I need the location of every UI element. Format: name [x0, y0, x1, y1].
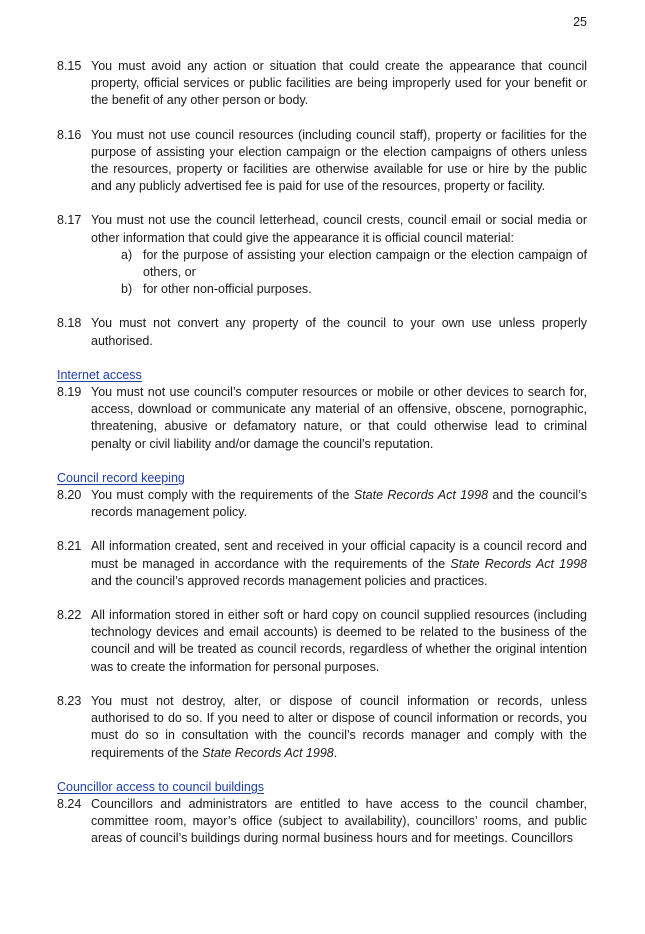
clause-8-23 — [57, 693, 587, 762]
clause-8-17 — [57, 212, 587, 298]
sub-item-text: for other non-official purposes. — [143, 282, 312, 297]
clause-text-start: You must not destroy, alter, or dispose of council information or records, unless authorised to do so. If you need to alter or dispose of council information or records, you must do so in consultation with the council’s records manager and comply with the requirements of the — [91, 693, 587, 760]
sub-item-letter: b) — [121, 282, 133, 297]
clause-number: 8.15 — [57, 59, 82, 73]
clause-text — [91, 693, 587, 762]
document-body — [57, 58, 587, 848]
clause-number: 8.20 — [57, 488, 82, 503]
clause-number: 8.21 — [57, 539, 82, 554]
clause-text-start: All information created, sent and received in your official capacity is a council record and must be managed in accordance with the requirements of the — [91, 539, 587, 571]
clause-8-16 — [57, 127, 587, 196]
clause-body — [91, 212, 587, 298]
clause-text — [91, 538, 587, 590]
heading-councillor-access: Councillor access to council buildings — [57, 779, 265, 794]
clause-8-20 — [57, 487, 587, 521]
clause-text: You must not use council resources (including council staff), property or facilities for the purpose of assisting your election campaign or the election campaigns of others unless the resources, property or facilities are otherwise available for use or hire by the public and any publicly advertised fee is paid for use of the resources, property or facility. — [91, 127, 587, 194]
sub-list — [91, 247, 587, 299]
clause-text: You must not convert any property of the council to your own use unless properly authorised. — [91, 316, 587, 348]
clause-text: You must not use the council letterhead, council crests, council email or social media or other information that could give the appearance it is official council material: — [91, 213, 587, 245]
clause-text-end: and the council’s approved records management policies and practices. — [91, 573, 488, 588]
clause-text-start: You must comply with the requirements of the — [91, 488, 354, 503]
clause-number: 8.24 — [57, 796, 82, 811]
clause-8-19 — [57, 384, 587, 453]
clause-8-24 — [57, 796, 587, 848]
clause-text: Councillors and administrators are entitled to have access to the council chamber, committee room, mayor’s office (subject to availability), councillors’ rooms, and public areas of council’s buildings during normal business hours and for meetings. Councillors — [91, 796, 587, 846]
clause-number: 8.17 — [57, 213, 82, 228]
clause-number: 8.23 — [57, 693, 82, 708]
act-name: State Records Act 1998 — [353, 488, 489, 503]
heading-council-record-keeping: Council record keeping — [57, 470, 185, 485]
clause-8-22 — [57, 607, 587, 676]
clause-8-15 — [57, 58, 587, 110]
clause-number: 8.19 — [57, 385, 82, 400]
clause-number: 8.16 — [57, 127, 82, 142]
heading-internet-access: Internet access — [57, 367, 142, 382]
clause-8-18 — [57, 315, 587, 349]
page-number: 25 — [573, 15, 587, 29]
clause-number: 8.22 — [57, 608, 82, 623]
clause-text-end: and the council’s records management policy. — [91, 488, 587, 520]
sub-item-b — [121, 281, 587, 298]
clause-8-21 — [57, 538, 587, 590]
clause-text — [91, 487, 587, 521]
sub-item-text: for the purpose of assisting your election campaign or the election campaign of others, or — [143, 247, 587, 280]
act-name: State Records Act 1998 — [450, 556, 587, 571]
clause-text: You must not use council’s computer resources or mobile or other devices to search for, access, download or communicate any material of an offensive, obscene, pornographic, threatening, abusive or defamatory nature, or that could otherwise lead to criminal penalty or civil liability and/or damage the council’s reputation. — [91, 385, 587, 451]
clause-text-end: . — [333, 745, 338, 760]
sub-item-letter: a) — [121, 247, 133, 262]
sub-item-a — [121, 247, 587, 281]
clause-text: All information stored in either soft or hard copy on council supplied resources (including technology devices and email accounts) is deemed to be related to the business of the council and will be treated as council records, regardless of whether the original intention was to create the information for personal purposes. — [91, 608, 587, 674]
clause-number: 8.18 — [57, 316, 82, 331]
clause-text: You must avoid any action or situation that could create the appearance that council property, official services or public facilities are being improperly used for your benefit or the benefit of any other person or body. — [91, 59, 587, 108]
act-name: State Records Act 1998 — [202, 745, 334, 760]
